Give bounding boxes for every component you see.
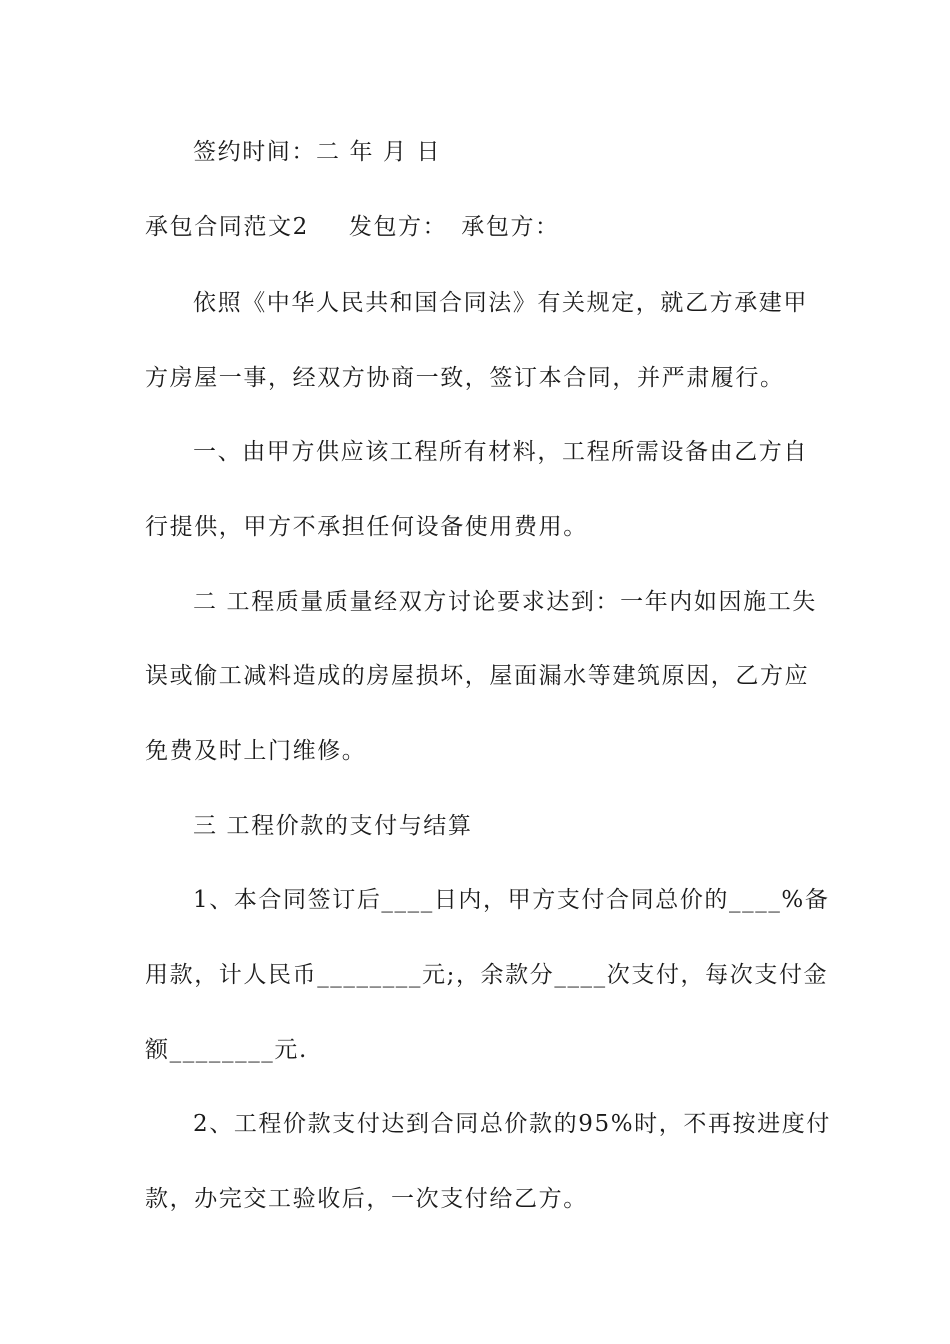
paragraph-line: 款，办完交工验收后，一次支付给乙方。 — [145, 1186, 588, 1212]
paragraph-line: 2、工程价款支付达到合同总价款的95%时，不再按进度付 — [193, 1111, 831, 1137]
paragraph-line: 误或偷工减料造成的房屋损坏，屋面漏水等建筑原因，乙方应 — [145, 663, 810, 689]
contract-heading-line — [145, 212, 815, 242]
section-heading: 三 工程价款的支付与结算 — [193, 813, 473, 839]
paragraph-line: 行提供，甲方不承担任何设备使用费用。 — [145, 514, 588, 540]
paragraph-line: 用款，计人民币________元;，余款分____次支付，每次支付金 — [145, 962, 829, 988]
party-a-label: 发包方： — [348, 214, 448, 240]
paragraph-line: 方房屋一事，经双方协商一致，签订本合同，并严肃履行。 — [145, 365, 785, 391]
paragraph-line: 一、由甲方供应该工程所有材料，工程所需设备由乙方自 — [193, 439, 808, 465]
paragraph-line: 二 工程质量质量经双方讨论要求达到：一年内如因施工失 — [193, 589, 817, 615]
paragraph-line: 依照《中华人民共和国合同法》有关规定，就乙方承建甲 — [193, 290, 808, 316]
paragraph-line: 1、本合同签订后____日内，甲方支付合同总价的____%备 — [193, 887, 830, 913]
contract-title: 承包合同范文2 — [145, 214, 309, 240]
party-b-label: 承包方： — [461, 214, 560, 240]
paragraph-line: 额________元. — [145, 1037, 308, 1063]
signing-time: 签约时间：二 年 月 日 — [193, 139, 442, 165]
paragraph-line: 免费及时上门维修。 — [145, 738, 367, 764]
